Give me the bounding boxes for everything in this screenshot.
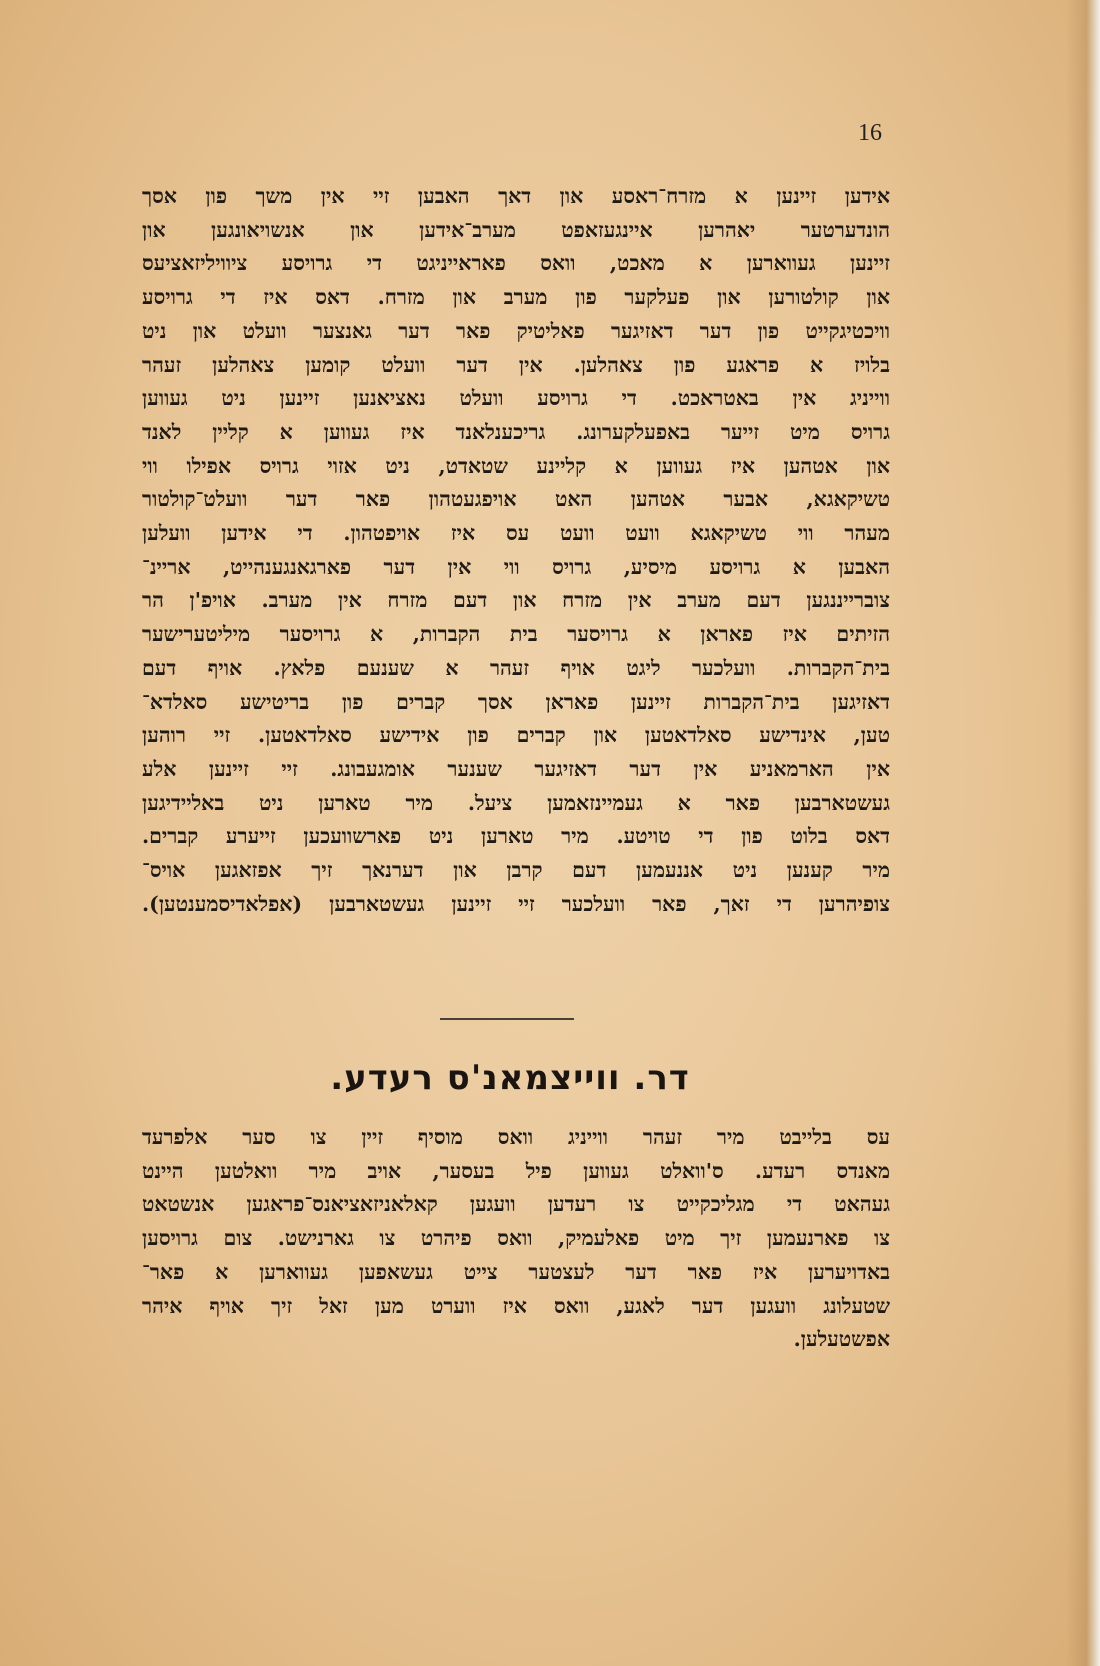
page-number: 16: [858, 120, 882, 146]
text-line: מאנדס רעדע. ס'וואלט געווען פיל בעסער, אויב מיר וואלטען היינט: [142, 1158, 890, 1183]
text-line: געשטארבען פאר א געמיינזאמען ציעל. מיר טארען ניט באליידיגען: [142, 790, 890, 815]
paragraph-2: [142, 1121, 890, 1357]
text-line: מיר קענען ניט אננעמען דעם קרבן און דערנאך זיך אפזאגען אויס־: [142, 858, 890, 883]
text-line: צוברייננגען דעם מערב אין מזרח און דעם מזרח אין מערב. אויפ'ן הר: [142, 588, 890, 613]
text-line: הזיתים איז פאראן א גרויסער בית הקברות, א גרויסער מיליטערישער: [142, 622, 890, 647]
text-line: צופיהרען די זאך, פאר וועלכער זיי זיינען געשטארבען (אפלאדיסמענטען).: [142, 891, 890, 916]
text-line: טען, אינדישע סאלדאטען און קברים פון אידישע סאלדאטען. זיי רוהען: [142, 723, 890, 748]
text-line: באדויערען איז פאר דער לעצטער צייט געשאפען געווארען א פאר־: [142, 1259, 890, 1284]
text-line: גרויס מיט זייער באפעלקערונג. גריכענלאנד איז געווען א קליין לאנד: [142, 419, 890, 444]
section-divider: [440, 1018, 574, 1020]
text-line: געהאט די מגליכקייט צו רעדען וועגען קאלאניזאציאנס־פראגען אנשטאט: [142, 1192, 890, 1217]
section-heading: דר. ווייצמאנ'ס רעדע.: [330, 1058, 690, 1098]
text-line: בית־הקברות. וועלכער ליגט אויף זעהר א שענעם פלאץ. אויף דעם: [142, 655, 890, 680]
text-line: ווייניג אין באטראכט. די גרויסע וועלט נאציאנען זיינען ניט געווען: [142, 386, 890, 411]
text-line: וויכטיגקייט פון דער דאזיגער פאליטיק פאר דער גאנצער וועלט און ניט: [142, 318, 890, 343]
text-line: עס בלייבט מיר זעהר ווייניג וואס מוסיף זיין צו סער אלפרעד: [142, 1125, 890, 1149]
page-edge: [1066, 0, 1100, 1666]
text-line: דאזיגען בית־הקברות זיינען פאראן אסך קברים פון בריטישע סאלדא־: [142, 689, 890, 714]
text-line: בלויז א פראגע פון צאהלען. אין דער וועלט קומען צאהלען זעהר: [142, 352, 890, 377]
text-line: שטעלונג וועגען דער לאגע, וואס איז ווערט מען זאל זיך אויף איהר: [142, 1293, 890, 1318]
text-line: און קולטורען און פעלקער פון מערב און מזרח. דאס איז די גרויסע: [142, 285, 890, 310]
text-line: מעהר ווי טשיקאגא וועט וועט עס איז אויפטהון. די אידען וועלען: [142, 521, 890, 546]
text-line: האבען א גרויסע מיסיע, גרויס ווי אין דער פארגאנגענהייט, אריינ־: [142, 554, 890, 579]
text-line: טשיקאגא, אבער אטהען האט אויפגעטהון פאר דער וועלט־קולטור: [142, 487, 890, 512]
text-line: אין הארמאניע אין דער דאזיגער שענער אומגעבונג. זיי זיינען אלע: [142, 756, 890, 781]
text-line: אפשטעלען.: [793, 1327, 890, 1352]
text-line: צו פארנעמען זיך מיט פאלעמיק, וואס פיהרט צו גארנישט. צום גרויסען: [142, 1226, 890, 1251]
text-line: אידען זיינען א מזרח־ראסע און דאך האבען זיי אין משך פון אסך: [142, 184, 890, 208]
text-line: הונדערטער יאהרען איינגעזאפט מערב־אידען און אנשויאונגען און: [142, 217, 890, 242]
text-line: זיינען געווארען א מאכט, וואס פאראייניגט די גרויסע ציוויליזאציעס: [142, 251, 890, 276]
text-line: און אטהען איז געווען א קליינע שטאדט, ניט אזוי גרויס אפילו ווי: [142, 453, 890, 478]
paragraph-1: [142, 180, 890, 921]
text-line: דאס בלוט פון די טויטע. מיר טארען ניט פארשוועכען זייערע קברים.: [142, 824, 890, 849]
